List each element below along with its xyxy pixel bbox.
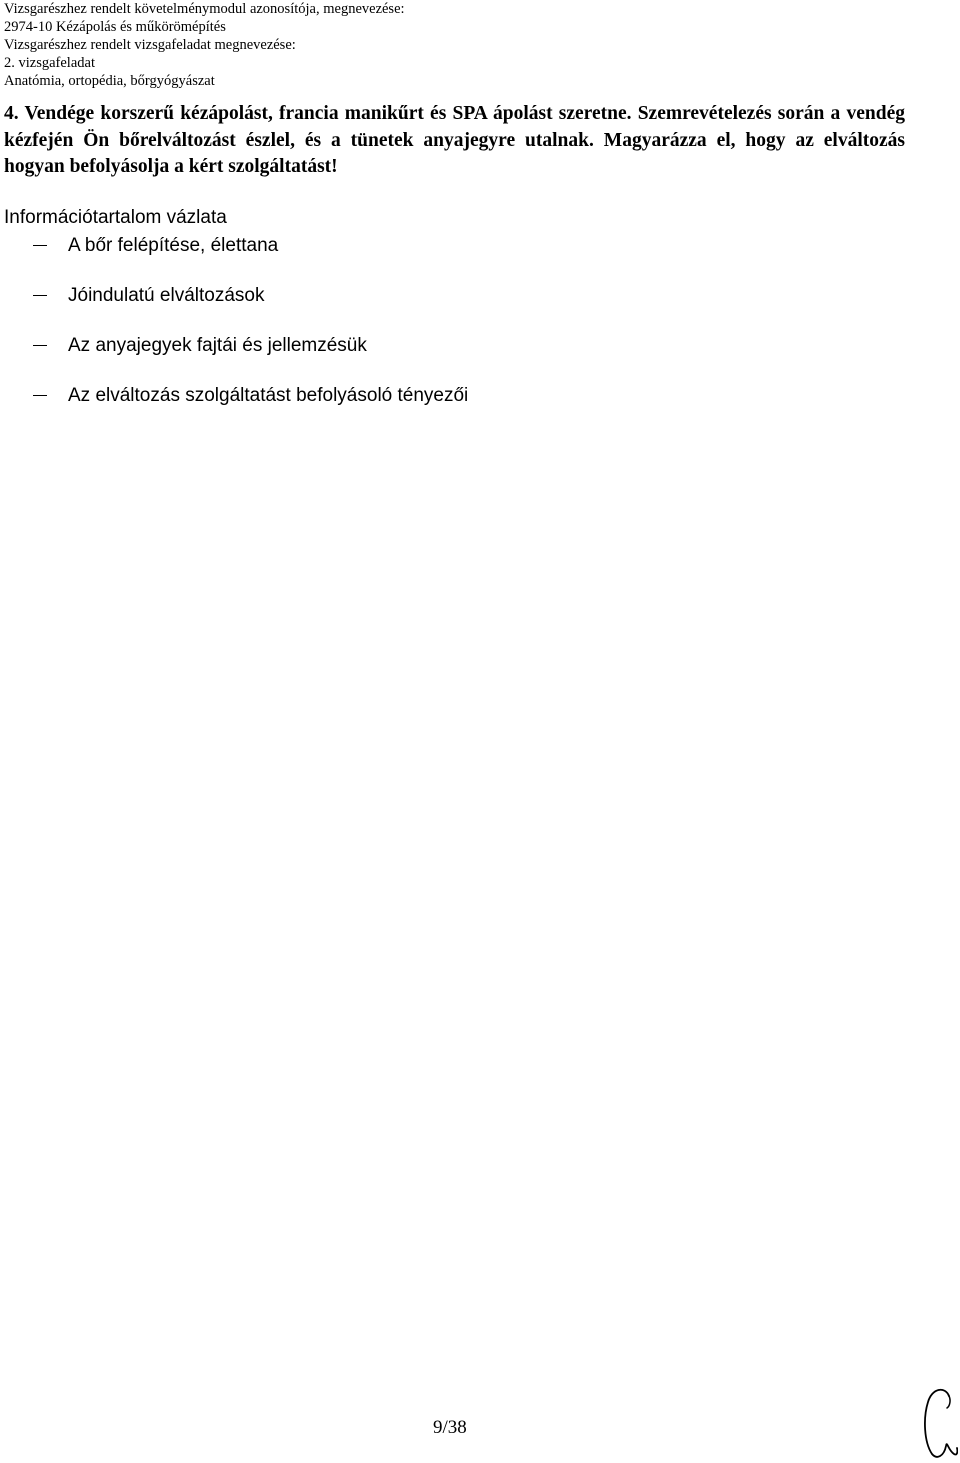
dash-bullet-icon (33, 345, 47, 346)
task-question: 4. Vendége korszerű kézápolást, francia manikűrt és SPA ápolást szeretne. Szemrevételezés során a vendég kézfején Ön bőrelváltozást észlel, és a tünetek anyajegyre utalnak. Magyarázza el, hogy az elváltozás hogyan befolyásolja a kért szolgáltatást! (4, 103, 905, 177)
document-header (4, 0, 944, 90)
outline-item-text: Az anyajegyek fajtái és jellemzésük (68, 335, 367, 356)
outline-item-text: A bőr felépítése, élettana (68, 235, 279, 256)
exam-task-number: 2. vizsgafeladat (4, 55, 95, 71)
exam-task-subject: Anatómia, ortopédia, bőrgyógyászat (4, 73, 215, 89)
module-name: 2974-10 Kézápolás és műkörömépítés (4, 19, 226, 35)
dash-bullet-icon (33, 245, 47, 246)
module-id-label: Vizsgarészhez rendelt követelménymodul azonosítója, megnevezése: (4, 1, 405, 17)
page-number: 9/38 (433, 1417, 467, 1438)
exam-task-label: Vizsgarészhez rendelt vizsgafeladat megnevezése: (4, 37, 296, 53)
outline-item-text: Jóindulatú elváltozások (68, 285, 265, 306)
dash-bullet-icon (33, 395, 47, 396)
signature-mark (918, 1384, 958, 1460)
outline-list (0, 232, 900, 432)
outline-item (0, 282, 900, 332)
outline-item-text: Az elváltozás szolgáltatást befolyásoló tényezői (68, 385, 469, 406)
outline-title: Információtartalom vázlata (4, 207, 227, 228)
outline-item (0, 232, 900, 282)
outline-item (0, 382, 900, 432)
outline-item (0, 332, 900, 382)
dash-bullet-icon (33, 295, 47, 296)
